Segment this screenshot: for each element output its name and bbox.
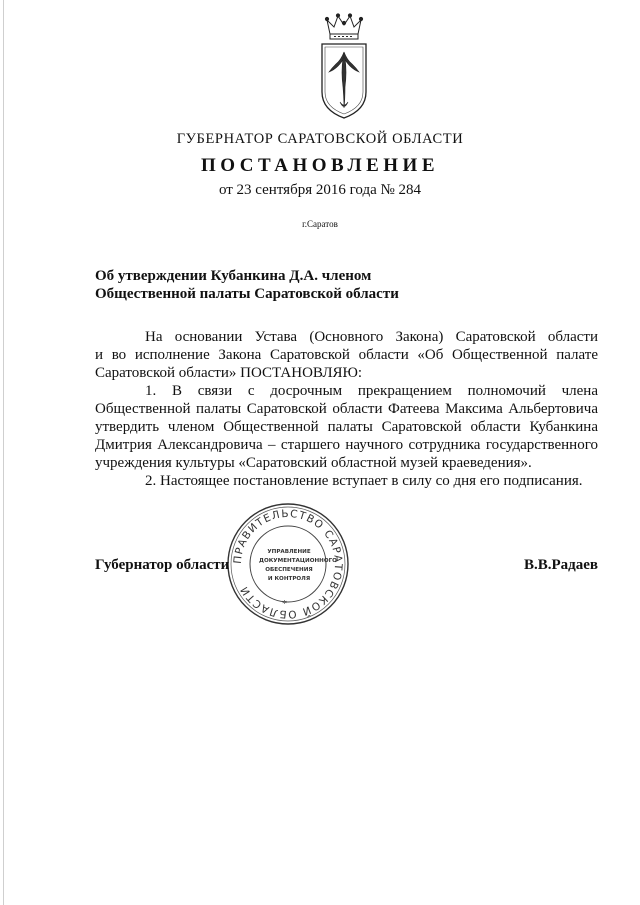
body-line: Дмитрия Александровича – старшего научного сотрудника государственного bbox=[95, 437, 598, 453]
seal-center-line: ОБЕСПЕЧЕНИЯ bbox=[265, 567, 313, 573]
seal-center-line: УПРАВЛЕНИЕ bbox=[267, 549, 311, 555]
document-date-number: от 23 сентября 2016 года № 284 bbox=[218, 182, 422, 198]
signer-name: В.В.Радаев bbox=[523, 557, 598, 573]
seal-center-line: ДОКУМЕНТАЦИОННОГО bbox=[259, 558, 337, 564]
body-line: учреждения культуры «Саратовский областной музей краеведения». bbox=[95, 455, 532, 471]
subject-line: Общественной палаты Саратовской области bbox=[95, 286, 399, 302]
body-line: 2. Настоящее постановление вступает в силу со дня его подписания. bbox=[145, 473, 583, 489]
document-type: ПОСТАНОВЛЕНИЕ bbox=[200, 155, 440, 176]
signer-title: Губернатор области bbox=[95, 557, 230, 573]
seal-star: * bbox=[282, 599, 287, 610]
document-body bbox=[95, 328, 598, 490]
saratov-coat-of-arms-icon bbox=[314, 12, 374, 122]
seal-ring-text: ПРАВИТЕЛЬСТВО САРАТОВСКОЙ ОБЛАСТИ bbox=[231, 507, 345, 621]
body-line: Общественной палаты Саратовской области Фатеева Максима Альбертовича bbox=[95, 401, 598, 417]
body-line: и во исполнение Закона Саратовской области «Об Общественной палате bbox=[95, 347, 598, 363]
issuer-title: ГУБЕРНАТОР САРАТОВСКОЙ ОБЛАСТИ bbox=[176, 131, 464, 147]
seal-center-line: И КОНТРОЛЯ bbox=[267, 576, 311, 582]
seal-center-text bbox=[259, 548, 337, 584]
document-city: г.Саратов bbox=[302, 219, 338, 229]
body-line: утвердить членом Общественной палаты Саратовской области Кубанкина bbox=[95, 419, 598, 435]
body-line: На основании Устава (Основного Закона) Саратовской области bbox=[145, 329, 598, 345]
document-subject bbox=[95, 267, 515, 303]
body-line: 1. В связи с досрочным прекращением полномочий члена bbox=[145, 383, 598, 399]
body-line: Саратовской области» ПОСТАНОВЛЯЮ: bbox=[95, 365, 363, 381]
subject-line: Об утверждении Кубанкина Д.А. членом bbox=[95, 268, 372, 284]
